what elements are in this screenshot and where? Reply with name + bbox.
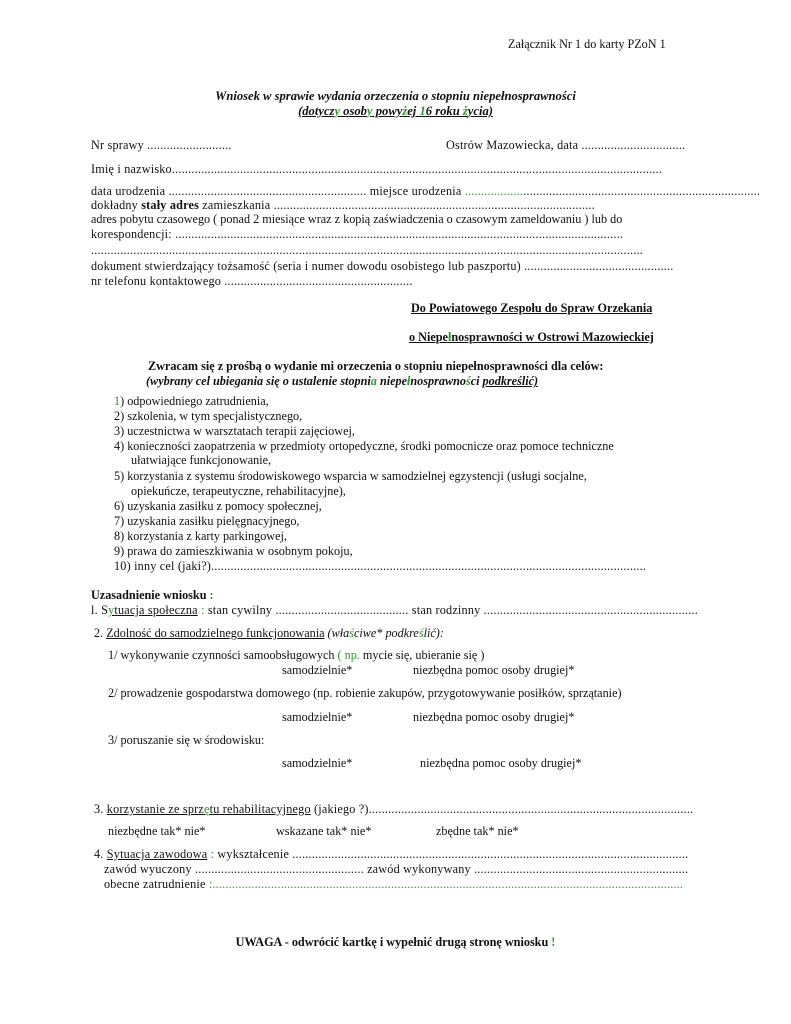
permanent-address-field[interactable]: dokładny stały adres zamieszkania ...................................................................................................	[91, 198, 596, 212]
purpose-item-5[interactable]: 5) korzystania z systemu środowiskowego wsparcia w samodzielnej egzystencji (usługi socjalne,	[114, 469, 587, 483]
household-activity: 2/ prowadzenie gospodarstwa domowego (np. robienie zakupów, przygotowywanie posiłków, sprzątanie)	[108, 686, 622, 700]
request-instruction: (wybrany cel ubiegania się o ustalenie stopnia niepełnosprawności podkreślić)	[146, 374, 539, 388]
mobility-option-independent[interactable]: samodzielnie*	[282, 756, 353, 770]
purpose-item-5-continued: opiekuńcze, terapeutyczne, rehabilitacyjne),	[131, 484, 346, 498]
purpose-item-7[interactable]: 7) uzyskania zasiłku pielęgnacyjnego,	[114, 514, 300, 528]
household-option-independent[interactable]: samodzielnie*	[282, 710, 353, 724]
recipient-line-2: o Niepełnosprawności w Ostrowi Mazowieckiej	[409, 330, 654, 344]
full-name-field[interactable]: Imię i nazwisko.......................................................................................................................................................	[91, 162, 663, 176]
purpose-item-9[interactable]: 9) prawa do zamieszkiwania w osobnym pokoju,	[114, 544, 353, 558]
rehab-option-necessary[interactable]: niezbędne tak* nie*	[108, 824, 206, 838]
independence-heading: 2. Zdolność do samodzielnego funkcjonowania (właściwe* podkreślić):	[94, 626, 444, 640]
self-care-option-assistance[interactable]: niezbędna pomoc osoby drugiej*	[413, 663, 575, 677]
mobility-activity: 3/ poruszanie się w środowisku:	[108, 733, 265, 747]
profession-field[interactable]: zawód wyuczony .................................................... zawód wykonywany ..................................................................	[104, 862, 689, 876]
purpose-item-8[interactable]: 8) korzystania z karty parkingowej,	[114, 529, 287, 543]
attachment-note: Załącznik Nr 1 do karty PZoN 1	[508, 37, 666, 51]
household-option-assistance[interactable]: niezbędna pomoc osoby drugiej*	[413, 710, 575, 724]
identity-document-field[interactable]: dokument stwierdzający tożsamość (seria i numer dowodu osobistego lub paszportu) ..............................................	[91, 259, 674, 273]
purpose-item-2[interactable]: 2) szkolenia, w tym specjalistycznego,	[114, 409, 303, 423]
rehab-option-unnecessary[interactable]: zbędne tak* nie*	[436, 824, 519, 838]
form-subtitle: (dotyczy osoby powyżej 16 roku życia)	[298, 104, 493, 118]
phone-field[interactable]: nr telefonu kontaktowego ..........................................................	[91, 274, 413, 288]
form-title: Wniosek w sprawie wydania orzeczenia o stopniu niepełnosprawności	[215, 89, 576, 103]
notice-text: UWAGA - odwrócić kartkę i wypełnić drugą stronę wniosku !	[235, 935, 556, 949]
self-care-option-independent[interactable]: samodzielnie*	[282, 663, 353, 677]
purpose-item-4[interactable]: 4) konieczności zaopatrzenia w przedmioty ortopedyczne, środki pomocnicze oraz pomoce techniczne	[114, 439, 614, 453]
purpose-item-3[interactable]: 3) uczestnictwa w warsztatach terapii zajęciowej,	[114, 424, 355, 438]
place-date-field[interactable]: Ostrów Mazowiecka, data ................................	[446, 138, 686, 152]
birth-place-dots: ..................	[464, 184, 524, 198]
rehab-option-indicated[interactable]: wskazane tak* nie*	[276, 824, 372, 838]
self-care-activity: 1/ wykonywanie czynności samoobsługowych ( np. mycie się, ubieranie się )	[108, 648, 485, 662]
purpose-item-1[interactable]: 1) odpowiedniego zatrudnienia,	[114, 394, 269, 408]
purpose-item-6[interactable]: 6) uzyskania zasiłku z pomocy społecznej,	[114, 499, 322, 513]
mobility-option-assistance[interactable]: niezbędna pomoc osoby drugiej*	[420, 756, 582, 770]
rehab-equipment-field[interactable]: 3. korzystanie ze sprzętu rehabilitacyjnego (jakiego ?)....................................................................................................	[94, 802, 694, 816]
social-situation-field[interactable]: l. Sytuacja społeczna : stan cywilny ......................................... stan rodzinny ..................................................................	[91, 603, 698, 617]
purpose-item-10[interactable]: 10) inny cel (jaki?)......................................................................................................................................	[114, 559, 647, 573]
recipient-line-1: Do Powiatowego Zespołu do Spraw Orzekania	[411, 301, 653, 315]
temporary-address-label: adres pobytu czasowego ( ponad 2 miesiące wraz z kopią zaświadczenia o czasowym zameldowaniu ) lub do	[91, 212, 623, 226]
justification-heading: Uzasadnienie wniosku :	[91, 588, 214, 602]
request-statement: Zwracam się z prośbą o wydanie mi orzeczenia o stopniu niepełnosprawności dla celów:	[148, 359, 604, 373]
education-field[interactable]: 4. Sytuacja zawodowa : wykształcenie ..........................................................................................................................	[94, 847, 689, 861]
current-employment-field[interactable]: obecne zatrudnienie :.................................................................................................................................................	[104, 877, 684, 891]
purpose-item-4-continued: ułatwiające funkcjonowanie,	[131, 453, 272, 467]
correspondence-address-field[interactable]: korespondencji: ..........................................................................................................................................	[91, 227, 624, 241]
address-continuation-field[interactable]: ..........................................................................................................................................................................	[91, 243, 643, 257]
case-number-field[interactable]: Nr sprawy ..........................	[91, 138, 232, 152]
birth-date-field[interactable]: data urodzenia ............................................................. miejsce urodzenia ...........................................................................................	[91, 184, 761, 198]
